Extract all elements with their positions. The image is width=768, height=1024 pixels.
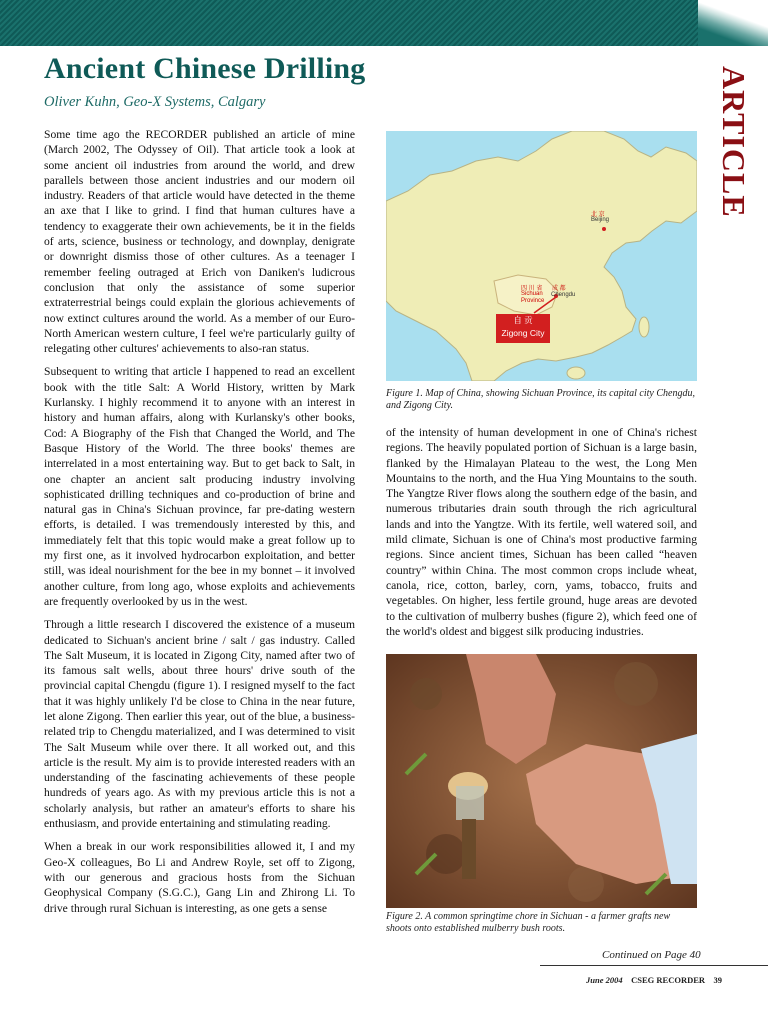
china-land xyxy=(386,131,697,381)
paragraph: Subsequent to writing that article I happened to read an excellent book with the title Salt: A World History, written by Mark Kurlansky. I highly recommend it to anyone with an interest in history and human affairs, along with Kurlansky's other books, Cod: A Biography of the Fish that Changed the World, and The Basque History of the World. The three books' themes are interrelated in a most entertaining way. But to get back to Salt, in one chapter an ancient salt producing industry involving sophisticated drilling techniques and co-production of brine and natural gas in China's Sichuan province, far pre-dating western efforts, is detailed. I was tremendously interested by this, and immediately felt that this topic would make a great follow up to my first one, as it involved hydrocarbon exploitation, and better still, was ideal nourishment for the bee in my bonnet – it involved another culture, from long ago, whose exploits and achievements are frequently overlooked by us in the west. xyxy=(44,365,355,608)
china-map-figure xyxy=(386,131,697,381)
mulberry-root xyxy=(462,819,476,879)
graft-tape xyxy=(456,786,484,820)
page-footer xyxy=(586,975,722,985)
article-author: Oliver Kuhn, Geo-X Systems, Calgary xyxy=(44,94,266,110)
continued-note: Continued on Page 40 xyxy=(602,949,701,961)
footer-rule xyxy=(540,965,768,966)
zigong-label-box xyxy=(496,314,550,343)
issue-date: June 2004 xyxy=(586,975,623,985)
section-label: ARTICLE xyxy=(716,66,752,218)
grafting-photo xyxy=(386,654,697,908)
map-label-sichuan-cn: 四 川 省 xyxy=(521,286,543,292)
page-number: 39 xyxy=(713,975,723,985)
right-column xyxy=(386,425,697,647)
publication-name: CSEG RECORDER xyxy=(631,975,706,985)
china-map xyxy=(386,131,697,381)
taiwan-island xyxy=(639,317,649,337)
header-band xyxy=(0,0,768,46)
map-label-zigong: Zigong City xyxy=(501,328,545,338)
map-label-beijing-cn: 北 京 xyxy=(591,212,605,218)
beijing-marker xyxy=(602,227,606,231)
map-label-zigong-cn: 自 贡 xyxy=(513,315,533,325)
grafting-photo-illustration xyxy=(386,654,697,908)
article-title: Ancient Chinese Drilling xyxy=(44,52,366,85)
map-label-beijing: Beijing xyxy=(591,217,610,223)
page-curl-decoration xyxy=(698,0,768,46)
paragraph: Some time ago the RECORDER published an article of mine (March 2002, The Odyssey of Oil). That article took a look at some ancient oil industries from around the world, and drew parallels between those ancient industries and our modern oil industry. Readers of that article would have detected in the theme an axe that I like to grind. I find that human cultures have a tendency to exaggerate their own achievements, be it in the fields of arts, science, business or technology, and downplay, denigrate or downright dismiss those of other cultures. As a teenager I remember feeling outraged at Erich von Daniken's ludicrous conclusion that only the assistance of some superior extraterrestrial beings could explain the glorious achievements of now extinct cultures around the world. As a member of our Euro-North American western culture, I feel we're particularly guilty of relegating other cultures' achievements to also-ran status. xyxy=(44,128,355,356)
map-label-chengdu-cn: 成 都 xyxy=(552,286,566,292)
paragraph: Through a little research I discovered the existence of a museum dedicated to Sichuan's ancient brine / salt / gas industry. Called The Salt Museum, it is located in Zigong City, named after two of its famous salt wells, about three hours' drive south of the provincial capital Chengdu (figure 1). I resigned myself to the fact that it was highly unlikely I'd be close to China in the near future, let alone Zigong. Then earlier this year, out of the blue, a business-related trip to Chengdu materialized, and I was determined to visit The Salt Museum while over there. It all worked out, and this article is the result. My aim is to provide interested readers with an understanding of the fascinating achievements of these people hundreds of years ago. As with my previous article this is not a scholarly analysis, but rather an amateur's efforts to share his enthusiasm, and provide entertaining and stimulating reading. xyxy=(44,618,355,831)
left-column xyxy=(44,127,355,924)
map-label-province: Province xyxy=(521,298,545,304)
paragraph: of the intensity of human development in one of China's richest regions. The heavily populated portion of Sichuan is a large basin, flanked by the Himalayan Plateau to the west, the Long Men Mountains to the north, and the Hua Ying Mountains to the south. The Yangtze River flows along the southern edge of the basin, and numerous tributaries drain south through the rich agricultural lands and into the Yangtze. With its fertile, well watered soil, and mild climate, Sichuan is one of China's most productive farming regions. Since ancient times, Sichuan has been called “heaven country” within China. The most common crops include wheat, canola, rice, cotton, barley, corn, yams, tobacco, fruits and vegetables. On higher, less fertile ground, huge areas are devoted to the cultivation of mulberry bushes (figure 2), which feed one of the world's oldest and biggest silk producing industries. xyxy=(386,426,697,638)
figure-1-caption: Figure 1. Map of China, showing Sichuan Province, its capital city Chengdu, and Zigong City. xyxy=(386,388,695,411)
map-label-sichuan: Sichuan xyxy=(521,291,543,297)
figure-2-caption: Figure 2. A common springtime chore in Sichuan - a farmer grafts new shoots onto established mulberry bush roots. xyxy=(386,911,671,934)
map-label-chengdu: Chengdu xyxy=(551,292,576,298)
paragraph: When a break in our work responsibilities allowed it, I and my Geo-X colleagues, Bo Li and Andrew Royle, set off to Zigong, with our generous and gracious hosts from the Sichuan Geophysical Company (S.G.C.), Gang Lin and Zhirong Li. To drive through rural Sichuan is interesting, as one gets a sense xyxy=(44,840,355,915)
hainan-island xyxy=(567,367,585,379)
